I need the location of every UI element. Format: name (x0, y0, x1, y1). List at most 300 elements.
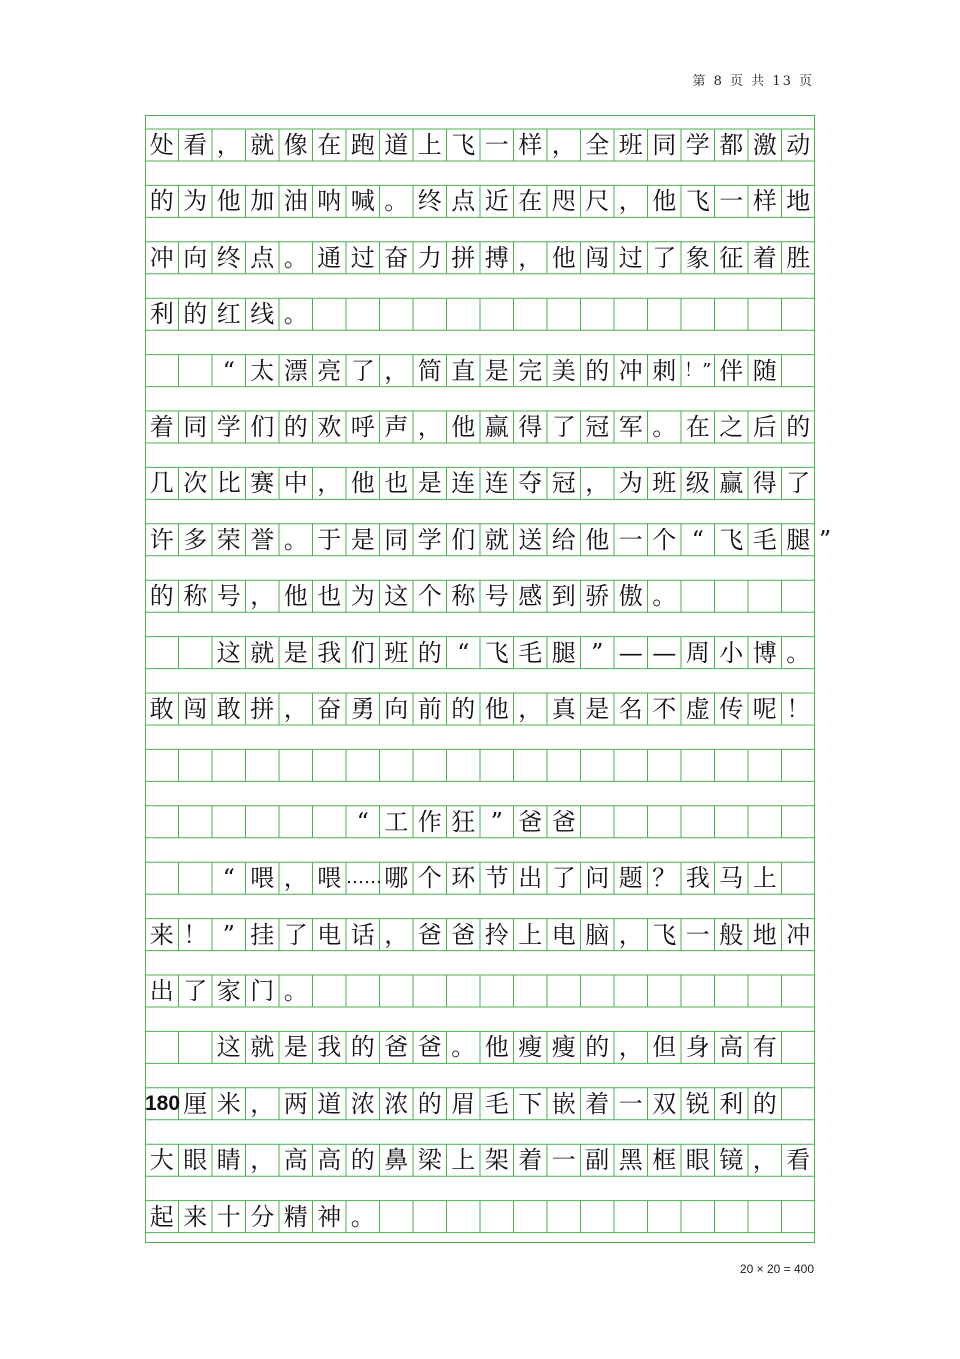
grid-char: ， (283, 695, 308, 723)
grid-char: 的 (283, 413, 308, 441)
grid-char: 利 (719, 1089, 744, 1118)
grid-char: 着 (585, 1089, 610, 1118)
grid-char: 梁 (417, 1146, 442, 1175)
grid-char: 拎 (484, 920, 509, 949)
grid-char: 鼻 (384, 1146, 409, 1175)
grid-char: 马 (719, 864, 744, 893)
grid-char: 处 (149, 131, 174, 159)
grid-char: 红 (216, 300, 241, 329)
grid-char: 门 (250, 977, 275, 1005)
grid-char: 利 (149, 300, 174, 329)
grid-char: 连 (451, 469, 476, 498)
grid-char: 名 (618, 695, 643, 723)
grid-char: 为 (183, 187, 208, 216)
grid-row (145, 467, 815, 499)
grid-char: 的 (786, 413, 811, 441)
grid-char: 博 (752, 638, 777, 667)
grid-char: 喂 (317, 864, 342, 893)
grid-char: 学 (216, 413, 241, 441)
grid-char: 脑 (585, 920, 610, 949)
grid-char: 完 (518, 356, 543, 385)
grid-char: 喊 (350, 187, 375, 216)
grid-char: 也 (317, 582, 342, 611)
grid-char: 瘦 (518, 1033, 543, 1062)
grid-char: 神 (317, 1202, 342, 1231)
grid-char: 同 (183, 413, 208, 441)
grid-char: ， (518, 243, 543, 272)
grid-char: 出 (149, 977, 174, 1005)
grid-char: 冲 (618, 356, 643, 385)
grid-char: 加 (250, 187, 275, 216)
grid-char: 几 (149, 469, 174, 498)
grid-char: 的 (585, 1033, 610, 1062)
grid-char: 高 (719, 1033, 744, 1062)
grid-char: 级 (685, 469, 710, 498)
grid-char: 冠 (551, 469, 576, 498)
grid-char: 挂 (250, 920, 275, 949)
grid-char: 就 (484, 525, 509, 554)
grid-char: 环 (451, 864, 476, 893)
grid-row (145, 1144, 815, 1176)
grid-char: 了 (786, 469, 811, 498)
grid-char: 飞 (685, 187, 710, 216)
grid-char: 拼 (451, 243, 476, 272)
grid-char: 他 (216, 187, 241, 216)
grid-char: 有 (752, 1033, 777, 1062)
grid-char: 。 (652, 413, 677, 441)
grid-char: 题 (618, 864, 643, 893)
grid-char: 多 (183, 525, 208, 554)
grid-char: 胜 (786, 243, 811, 272)
grid-char: 直 (451, 356, 476, 385)
grid-char: 毛 (484, 1089, 509, 1118)
grid-overflow-char: ” (818, 525, 832, 554)
grid-char: 一 (685, 920, 710, 949)
grid-char: 拼 (250, 695, 275, 723)
grid-char: 动 (786, 131, 811, 159)
grid-char: 一 (484, 131, 509, 159)
grid-char: 油 (283, 187, 308, 216)
grid-char: 腿 (786, 525, 811, 554)
grid-char: ！” (684, 359, 712, 381)
grid-char: 爸 (518, 807, 543, 836)
grid-char: 眼 (685, 1146, 710, 1175)
grid-char: 工 (384, 807, 409, 836)
grid-char: 终 (417, 187, 442, 216)
grid-char: 的 (752, 1089, 777, 1118)
grid-char: ， (384, 356, 409, 385)
grid-char: 着 (752, 243, 777, 272)
grid-char: “ (222, 356, 235, 385)
grid-char: ” (222, 920, 235, 949)
grid-char: 爸 (417, 920, 442, 949)
grid-char: 呢 (752, 695, 777, 723)
grid-char: 的 (183, 300, 208, 329)
grid-row (145, 1088, 815, 1120)
grid-char: 于 (317, 525, 342, 554)
grid-char: 来 (149, 920, 174, 949)
grid-char: 话 (350, 920, 375, 949)
grid-char: 伴 (719, 356, 744, 385)
grid-char: 毛 (752, 525, 777, 554)
grid-row (145, 242, 815, 274)
grid-char: 他 (652, 187, 677, 216)
grid-char: 同 (652, 131, 677, 159)
grid-row (145, 1201, 815, 1233)
grid-char: 但 (652, 1033, 677, 1062)
grid-char: 呼 (350, 413, 375, 441)
grid-row (145, 298, 815, 330)
grid-char: 一 (618, 525, 643, 554)
grid-char: ， (618, 1033, 643, 1062)
grid-char: 看 (786, 1146, 811, 1175)
grid-char: 的 (417, 1089, 442, 1118)
grid-char: 刺 (652, 356, 677, 385)
grid-char: 上 (752, 864, 777, 893)
grid-char: 他 (451, 413, 476, 441)
grid-border (146, 116, 815, 1243)
grid-char: 分 (250, 1202, 275, 1231)
grid-char: 呐 (317, 187, 342, 216)
grid-char: 都 (719, 131, 744, 159)
grid-char: 节 (484, 864, 509, 893)
grid-char: 我 (317, 1033, 342, 1062)
grid-char: 我 (685, 864, 710, 893)
grid-char: 是 (417, 469, 442, 498)
grid-char: 飞 (484, 638, 509, 667)
grid-char: 上 (451, 1146, 476, 1175)
grid-char: ， (250, 582, 275, 611)
grid-char: 荣 (216, 525, 241, 554)
grid-char: 点 (250, 243, 275, 272)
grid-char: 就 (250, 131, 275, 159)
grid-char: 得 (518, 413, 543, 441)
grid-char: 次 (183, 469, 208, 498)
grid-char: 激 (752, 131, 777, 159)
grid-char: 爸 (417, 1033, 442, 1062)
grid-char: 的 (350, 1033, 375, 1062)
grid-char: 地 (786, 187, 811, 216)
grid-char: 赢 (719, 469, 744, 498)
grid-char: 的 (585, 356, 610, 385)
grid-char: ， (618, 920, 643, 949)
grid-char: 的 (149, 582, 174, 611)
grid-char: 了 (183, 977, 208, 1005)
grid-char: 他 (283, 582, 308, 611)
grid-char: 是 (484, 356, 509, 385)
grid-char: 过 (350, 243, 375, 272)
grid-char: 。 (384, 187, 409, 216)
grid-row (145, 862, 815, 894)
grid-char: “ (691, 525, 704, 554)
grid-char: 之 (719, 413, 744, 441)
grid-char: 咫 (551, 187, 576, 216)
grid-char: ？ (652, 864, 677, 893)
grid-char: ” (591, 638, 604, 667)
grid-char: 的 (149, 187, 174, 216)
grid-char: 过 (618, 243, 643, 272)
grid-char: 身 (685, 1033, 710, 1062)
grid-char: 给 (551, 525, 576, 554)
grid-char: 了 (350, 356, 375, 385)
grid-char: ， (384, 920, 409, 949)
grid-char: 称 (183, 582, 208, 611)
grid-char: 睛 (216, 1146, 241, 1175)
grid-char: 作 (417, 807, 442, 836)
grid-char: 为 (350, 582, 375, 611)
grid-char: ， (250, 1146, 275, 1175)
grid-char: 近 (484, 187, 509, 216)
grid-char: 在 (685, 413, 710, 441)
grid-char: 腿 (551, 638, 576, 667)
grid-count-label: 20 × 20 = 400 (739, 1262, 814, 1276)
grid-char: 到 (551, 582, 576, 611)
grid-char: …… (346, 867, 382, 889)
grid-char: 声 (384, 413, 409, 441)
grid-char: 漂 (283, 356, 308, 385)
grid-char: 全 (585, 131, 610, 159)
grid-char: 是 (283, 638, 308, 667)
grid-char: 力 (417, 243, 442, 272)
grid-char: 框 (652, 1146, 677, 1175)
grid-char: 尺 (585, 187, 610, 216)
grid-char: 骄 (585, 582, 610, 611)
grid-char: 们 (250, 413, 275, 441)
grid-char: 班 (384, 638, 409, 667)
grid-row (145, 185, 815, 217)
grid-char: 就 (250, 638, 275, 667)
grid-char: 号 (216, 582, 241, 611)
grid-char: 闯 (585, 243, 610, 272)
grid-char: 为 (618, 469, 643, 498)
grid-char: 般 (719, 920, 744, 949)
grid-char: 中 (283, 469, 308, 498)
grid-char: 个 (652, 525, 677, 554)
grid-char: 地 (752, 920, 777, 949)
grid-char: 个 (417, 864, 442, 893)
grid-char: 敢 (149, 695, 174, 723)
grid-char: 是 (283, 1033, 308, 1062)
grid-row (145, 919, 815, 951)
grid-char: 这 (216, 638, 241, 667)
grid-char: 夺 (518, 469, 543, 498)
grid-char: 闯 (183, 695, 208, 723)
grid-row (145, 749, 815, 781)
grid-char: 浓 (384, 1089, 409, 1118)
grid-char: 哪 (384, 864, 409, 893)
grid-char: 奋 (317, 695, 342, 723)
grid-row (145, 693, 815, 725)
grid-char: 。 (786, 638, 811, 667)
grid-char: 通 (317, 243, 342, 272)
grid-char: 着 (518, 1146, 543, 1175)
grid-char: 嵌 (551, 1089, 576, 1118)
grid-char: 他 (350, 469, 375, 498)
grid-char: 他 (585, 525, 610, 554)
grid-char: 样 (752, 187, 777, 216)
grid-char: 黑 (618, 1146, 643, 1175)
grid-char: 是 (350, 525, 375, 554)
grid-char: 浓 (350, 1089, 375, 1118)
grid-char: 道 (317, 1089, 342, 1118)
grid-char: 。 (652, 582, 677, 611)
grid-lines (145, 115, 815, 1243)
grid-char: 我 (317, 638, 342, 667)
grid-char: 下 (518, 1089, 543, 1118)
grid-char: 瘦 (551, 1033, 576, 1062)
grid-char: 前 (417, 695, 442, 723)
grid-char: 得 (752, 469, 777, 498)
grid-char: 米 (216, 1089, 241, 1118)
grid-char: ， (752, 1146, 777, 1175)
grid-char: ， (417, 413, 442, 441)
grid-char: 班 (652, 469, 677, 498)
grid-char: 了 (551, 413, 576, 441)
grid-char: 上 (417, 131, 442, 159)
grid-char: 爸 (451, 920, 476, 949)
grid-char: 比 (216, 469, 241, 498)
grid-char: 了 (551, 864, 576, 893)
grid-char: 爸 (384, 1033, 409, 1062)
grid-char: 个 (417, 582, 442, 611)
grid-char: 喂 (250, 864, 275, 893)
grid-char: 狂 (451, 807, 476, 836)
grid-char: 在 (317, 131, 342, 159)
grid-char: 誉 (250, 525, 275, 554)
grid-char: 赢 (484, 413, 509, 441)
grid-char: 象 (685, 243, 710, 272)
grid-char: 他 (484, 1033, 509, 1062)
grid-char: 搏 (484, 243, 509, 272)
grid-char: 号 (484, 582, 509, 611)
grid-char: 后 (752, 413, 777, 441)
grid-char: 传 (719, 695, 744, 723)
grid-char: 180 (145, 1091, 181, 1115)
grid-char: 太 (250, 356, 275, 385)
grid-char: 简 (417, 356, 442, 385)
grid-char: “ (222, 864, 235, 893)
grid-char: 问 (585, 864, 610, 893)
grid-char: 点 (451, 187, 476, 216)
grid-char: “ (356, 807, 369, 836)
grid-char: 随 (752, 356, 777, 385)
grid-char: 。 (283, 300, 308, 329)
grid-char: ， (518, 695, 543, 723)
grid-char: 们 (451, 525, 476, 554)
grid-char: 精 (283, 1202, 308, 1231)
grid-char: 小 (719, 638, 744, 667)
grid-char: 副 (585, 1146, 610, 1175)
grid-char: 高 (317, 1146, 342, 1175)
grid-char: 真 (551, 695, 576, 723)
grid-char: 。 (283, 243, 308, 272)
grid-char: 。 (283, 977, 308, 1005)
grid-row (145, 975, 815, 1007)
grid-char: ！ (183, 920, 208, 949)
grid-char: 征 (719, 243, 744, 272)
grid-char: 的 (451, 695, 476, 723)
grid-char: 起 (149, 1202, 174, 1231)
grid-char: 的 (417, 638, 442, 667)
page-number: 第 8 页 共 13 页 (692, 74, 814, 89)
grid-char: 眉 (451, 1089, 476, 1118)
grid-char: 十 (216, 1202, 241, 1231)
grid-char: 一 (719, 187, 744, 216)
grid-char: 两 (283, 1089, 308, 1118)
grid-char: 敢 (216, 695, 241, 723)
grid-char: 家 (216, 977, 241, 1005)
grid-char: 像 (283, 131, 308, 159)
grid-char: 奋 (384, 243, 409, 272)
grid-char: 学 (685, 131, 710, 159)
grid-char: 军 (618, 413, 643, 441)
grid-char: — (652, 638, 677, 667)
grid-row (145, 524, 832, 556)
grid-char: 这 (384, 582, 409, 611)
grid-char: 。 (283, 525, 308, 554)
grid-char: 厘 (183, 1089, 208, 1118)
grid-char: 虚 (685, 695, 710, 723)
grid-row (145, 355, 815, 387)
grid-char: ， (618, 187, 643, 216)
grid-char: 高 (283, 1146, 308, 1175)
grid-char: 一 (618, 1089, 643, 1118)
grid-char: 了 (652, 243, 677, 272)
grid-row (145, 129, 815, 161)
grid-char: 爸 (551, 807, 576, 836)
grid-char: 他 (484, 695, 509, 723)
grid-char: ， (551, 131, 576, 159)
grid-char: 傲 (618, 582, 643, 611)
grid-char: 就 (250, 1033, 275, 1062)
grid-char: 也 (384, 469, 409, 498)
grid-char: 欢 (317, 413, 342, 441)
grid-char: ！ (786, 695, 811, 723)
grid-char: ， (317, 469, 342, 498)
grid-char: 向 (183, 243, 208, 272)
grid-char: 。 (350, 1202, 375, 1231)
grid-char: 的 (350, 1146, 375, 1175)
grid-char: 一 (551, 1146, 576, 1175)
grid-char: 镜 (719, 1146, 744, 1175)
grid-char: 亮 (317, 356, 342, 385)
grid-char: 着 (149, 413, 174, 441)
grid-char: 了 (283, 920, 308, 949)
grid-char: 在 (518, 187, 543, 216)
grid-char: 不 (652, 695, 677, 723)
grid-row (145, 1031, 815, 1063)
grid-char: 冲 (786, 920, 811, 949)
grid-char: 周 (685, 638, 710, 667)
grid-char: 们 (350, 638, 375, 667)
grid-char: 勇 (350, 695, 375, 723)
grid-char: — (618, 638, 643, 667)
grid-char: 飞 (451, 131, 476, 159)
grid-char: 许 (149, 525, 174, 554)
grid-char: 来 (183, 1202, 208, 1231)
grid-char: ， (250, 1089, 275, 1118)
grid-char: 这 (216, 1033, 241, 1062)
grid-char: ， (216, 131, 241, 159)
grid-char: 线 (250, 300, 275, 329)
grid-char: ， (585, 469, 610, 498)
grid-char: “ (457, 638, 470, 667)
grid-char: 飞 (719, 525, 744, 554)
grid-char: 锐 (685, 1089, 710, 1118)
grid-char: 送 (518, 525, 543, 554)
grid-char: 连 (484, 469, 509, 498)
grid-char: 双 (652, 1089, 677, 1118)
